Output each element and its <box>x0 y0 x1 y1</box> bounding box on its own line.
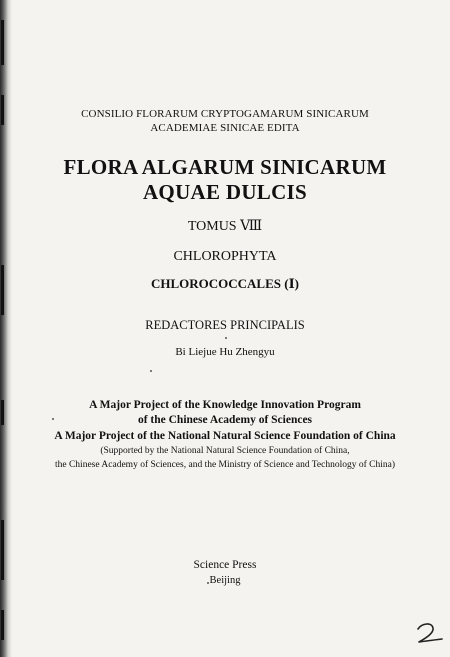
project-line-1: A Major Project of the Knowledge Innovation Program <box>89 399 361 411</box>
order-label: CHLOROCOCCALES (Ⅰ) <box>150 276 299 291</box>
phylum-label: CHLOROPHYTA <box>173 249 277 264</box>
redactores-label: REDACTORES PRINCIPALIS <box>145 318 305 332</box>
council-line: CONSILIO FLORARUM CRYPTOGAMARUM SINICARUM <box>81 108 369 120</box>
paper-speck <box>207 582 209 584</box>
handwritten-page-number <box>412 620 448 648</box>
support-line-1: (Supported by the National Natural Science Foundation of China, <box>100 446 350 456</box>
paper-speck <box>150 370 152 372</box>
title-line-1: FLORA ALGARUM SINICARUM <box>63 155 387 179</box>
academy-line: ACADEMIAE SINICAE EDITA <box>150 122 300 134</box>
support-line-2: the Chinese Academy of Sciences, and the Ministry of Science and Technology of China) <box>54 460 395 470</box>
paper-speck <box>52 418 54 420</box>
project-line-3: A Major Project of the National Natural Science Foundation of China <box>54 430 396 442</box>
publisher-name: Science Press <box>193 559 257 571</box>
paper-speck <box>225 337 227 339</box>
project-line-2: of the Chinese Academy of Sciences <box>137 414 313 426</box>
publisher-city: Beijing <box>209 575 241 586</box>
title-line-2: AQUAE DULCIS <box>142 180 308 204</box>
volume-label: TOMUS Ⅷ <box>187 219 263 234</box>
editor-names: Bi Liejue Hu Zhengyu <box>175 346 275 358</box>
